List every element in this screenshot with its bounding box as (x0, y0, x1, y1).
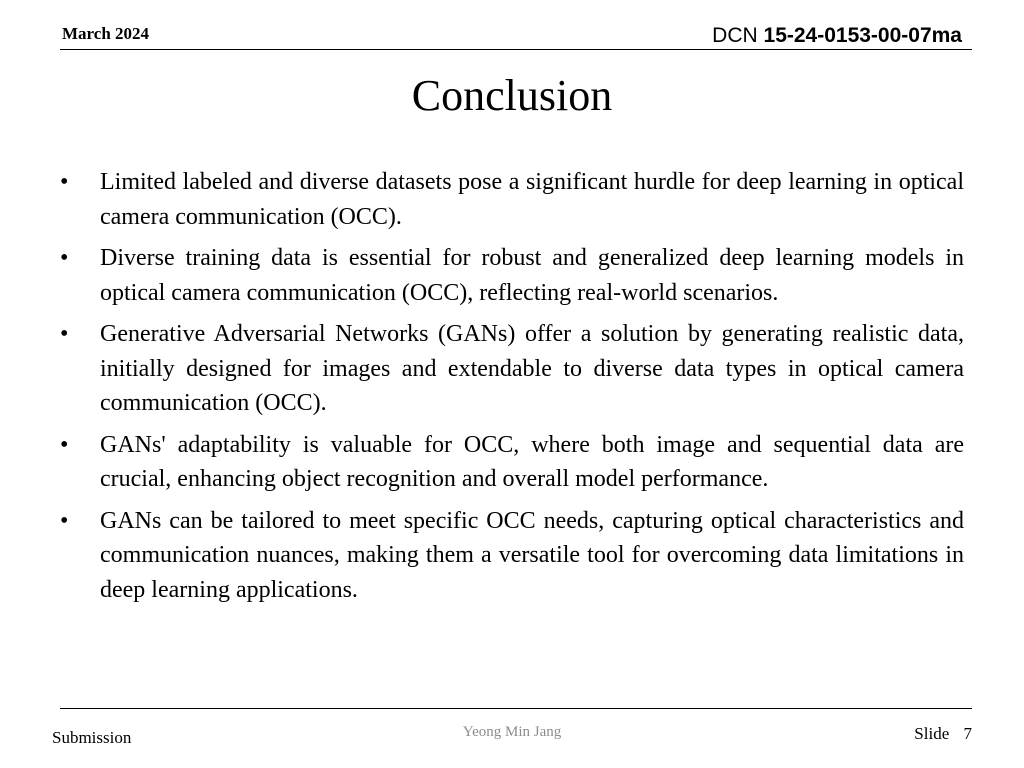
bullet-icon: • (60, 321, 69, 347)
dcn-number: 15-24-0153-00-07ma (763, 24, 962, 47)
footer-author: Yeong Min Jang (462, 724, 562, 740)
header-divider (60, 49, 972, 50)
footer-slide-number (914, 724, 972, 744)
bullet-icon: • (60, 507, 69, 534)
bullet-list (60, 165, 964, 614)
bullet-item (60, 165, 964, 234)
bullet-text: Limited labeled and diverse datasets pose a significant hurdle for deep learning in optical camera communication (OCC). (100, 169, 964, 230)
bullet-icon: • (60, 431, 69, 458)
slide-title: Conclusion (411, 71, 613, 120)
header-dcn (712, 24, 962, 48)
footer-submission: Submission (52, 728, 132, 747)
bullet-item (60, 241, 964, 310)
slide-label: Slide (914, 724, 950, 743)
bullet-item (60, 428, 964, 497)
bullet-text: Diverse training data is essential for robust and generalized deep learning models in optical camera communication (OCC), reflecting real-world scenarios. (100, 245, 964, 306)
footer-divider (60, 708, 972, 709)
header-date: March 2024 (62, 24, 150, 43)
bullet-item (60, 317, 964, 421)
bullet-icon: • (60, 169, 69, 195)
slide-number: 7 (963, 724, 972, 743)
bullet-item (60, 504, 964, 608)
bullet-text: Generative Adversarial Networks (GANs) offer a solution by generating realistic data, initially designed for images and extendable to diverse data types in optical camera communication (OCC). (100, 321, 964, 416)
dcn-label: DCN (712, 24, 758, 47)
bullet-text: GANs' adaptability is valuable for OCC, where both image and sequential data are crucial, enhancing object recognition and overall model performance. (100, 431, 964, 492)
bullet-icon: • (60, 245, 69, 271)
bullet-text: GANs can be tailored to meet specific OCC needs, capturing optical characteristics and communication nuances, making them a versatile tool for overcoming data limitations in deep learning applications. (100, 507, 964, 603)
